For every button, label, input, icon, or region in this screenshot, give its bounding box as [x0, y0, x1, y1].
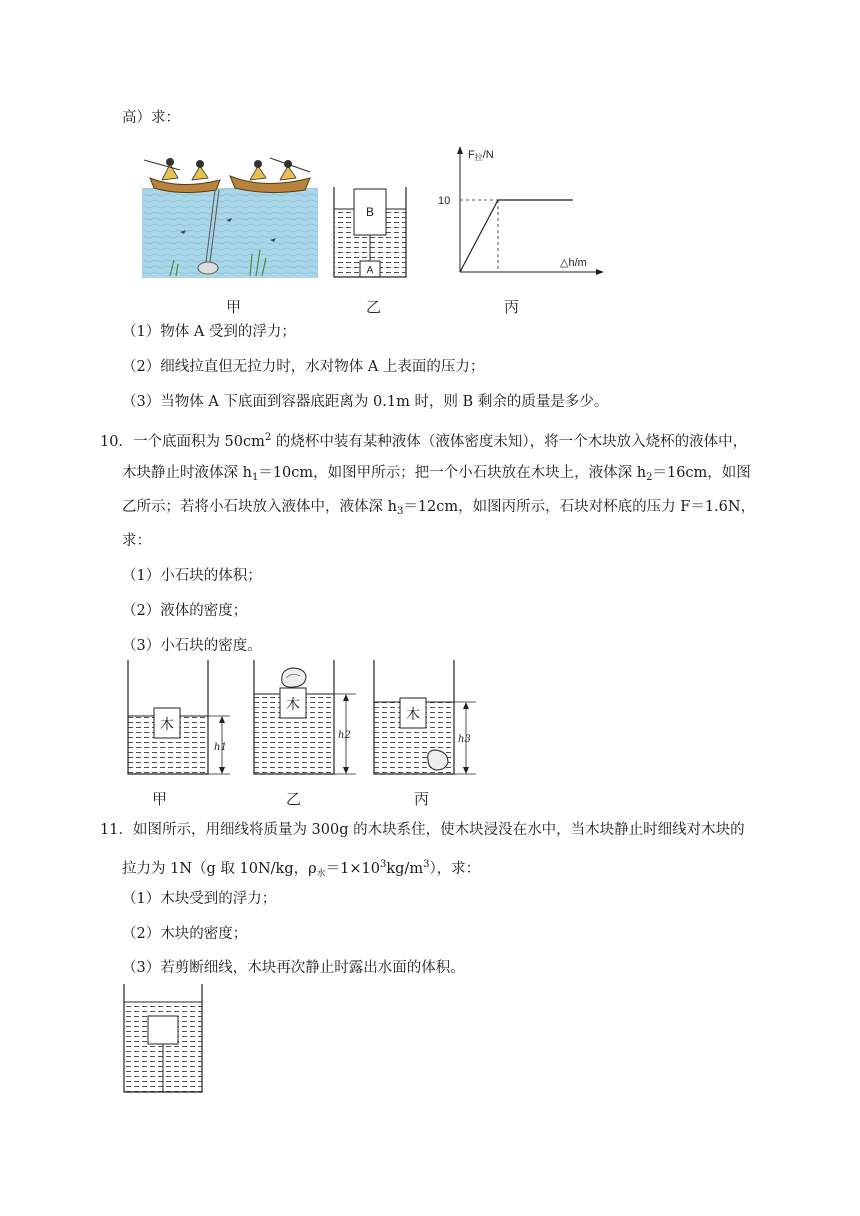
q11-line-2: 拉力为 1N（g 取 10N/kg，$\rho_水=1\times 10^3kg/m^3$），求： [122, 859, 481, 879]
q10-figure-label-bing: 丙 [414, 790, 430, 808]
q10-figure-label-jia: 甲 [152, 790, 168, 808]
container-diagram-b [330, 185, 410, 280]
q9-part-1: （1）物体 A 受到的浮力； [122, 324, 296, 340]
figure-label-yi: 乙 [366, 298, 382, 316]
boats-illustration [140, 150, 320, 280]
beaker-diagram-yi [246, 660, 364, 780]
wood-label-yi: 木 [286, 697, 300, 713]
graph-x-label: △h/m [560, 257, 587, 269]
q9-part-2: （2）细线拉直但无拉力时，水对物体 A 上表面的压力； [122, 359, 485, 375]
box-a-label: A [366, 265, 374, 276]
wood-label-bing: 木 [406, 707, 420, 723]
figure-label-bing: 丙 [504, 298, 520, 316]
box-b-label: B [365, 205, 375, 219]
beaker-diagram-bing [366, 660, 484, 780]
q10-figure-label-yi: 乙 [286, 790, 302, 808]
q10-line-2: 木块静止时液体深 $h_1=10cm$，如图甲所示；把一个小石块放在木块上，液体深 $h_2=16cm$，如图 [122, 465, 751, 483]
graph-y-label-unit: /N [482, 149, 494, 161]
question-intro-tail: 高）求： [122, 110, 180, 126]
beaker-diagram-jia [120, 660, 238, 780]
graph-y-label-sub: 拉 [474, 153, 483, 162]
h2-label: h2 [338, 730, 351, 741]
q10-part-3: （3）小石块的密度。 [122, 638, 262, 654]
wood-label-jia: 木 [160, 717, 174, 733]
q11-part-1: （1）木块受到的浮力； [122, 891, 277, 907]
svg-text:F拉/N [468, 149, 494, 162]
q10-line-4: 求： [122, 533, 151, 549]
h1-label: h1 [214, 742, 227, 753]
figure-label-jia: 甲 [226, 298, 242, 316]
q10-line-3: 乙所示；若将小石块放入液体中，液体深 $h_3=12cm$，如图丙所示，石块对杯底的压力 F＝1.6N， [122, 499, 756, 517]
graph-y-label: F [468, 149, 475, 161]
q11-part-3: （3）若剪断细线，木块再次静止时露出水面的体积。 [122, 960, 465, 976]
q10-part-1: （1）小石块的体积； [122, 568, 262, 584]
q10-line-1: 10．一个底面积为 $50cm^2$ 的烧杯中装有某种液体（液体密度未知），将一个木块放入烧杯的液体中， [100, 432, 748, 450]
q11-part-2: （2）木块的密度； [122, 926, 248, 942]
q10-part-2: （2）液体的密度； [122, 603, 248, 619]
h3-label: h3 [458, 734, 471, 745]
q11-line-1: 11．如图所示，用细线将质量为 300g 的木块系住，使木块浸没在水中，当木块静止时细线对木块的 [100, 822, 745, 838]
force-graph [428, 142, 608, 282]
q9-part-3: （3）当物体 A 下底面到容器底距离为 0.1m 时，则 B 剩余的质量是多少。 [122, 394, 609, 410]
water-container-diagram [118, 984, 208, 1096]
graph-y-tick: 10 [438, 195, 451, 207]
